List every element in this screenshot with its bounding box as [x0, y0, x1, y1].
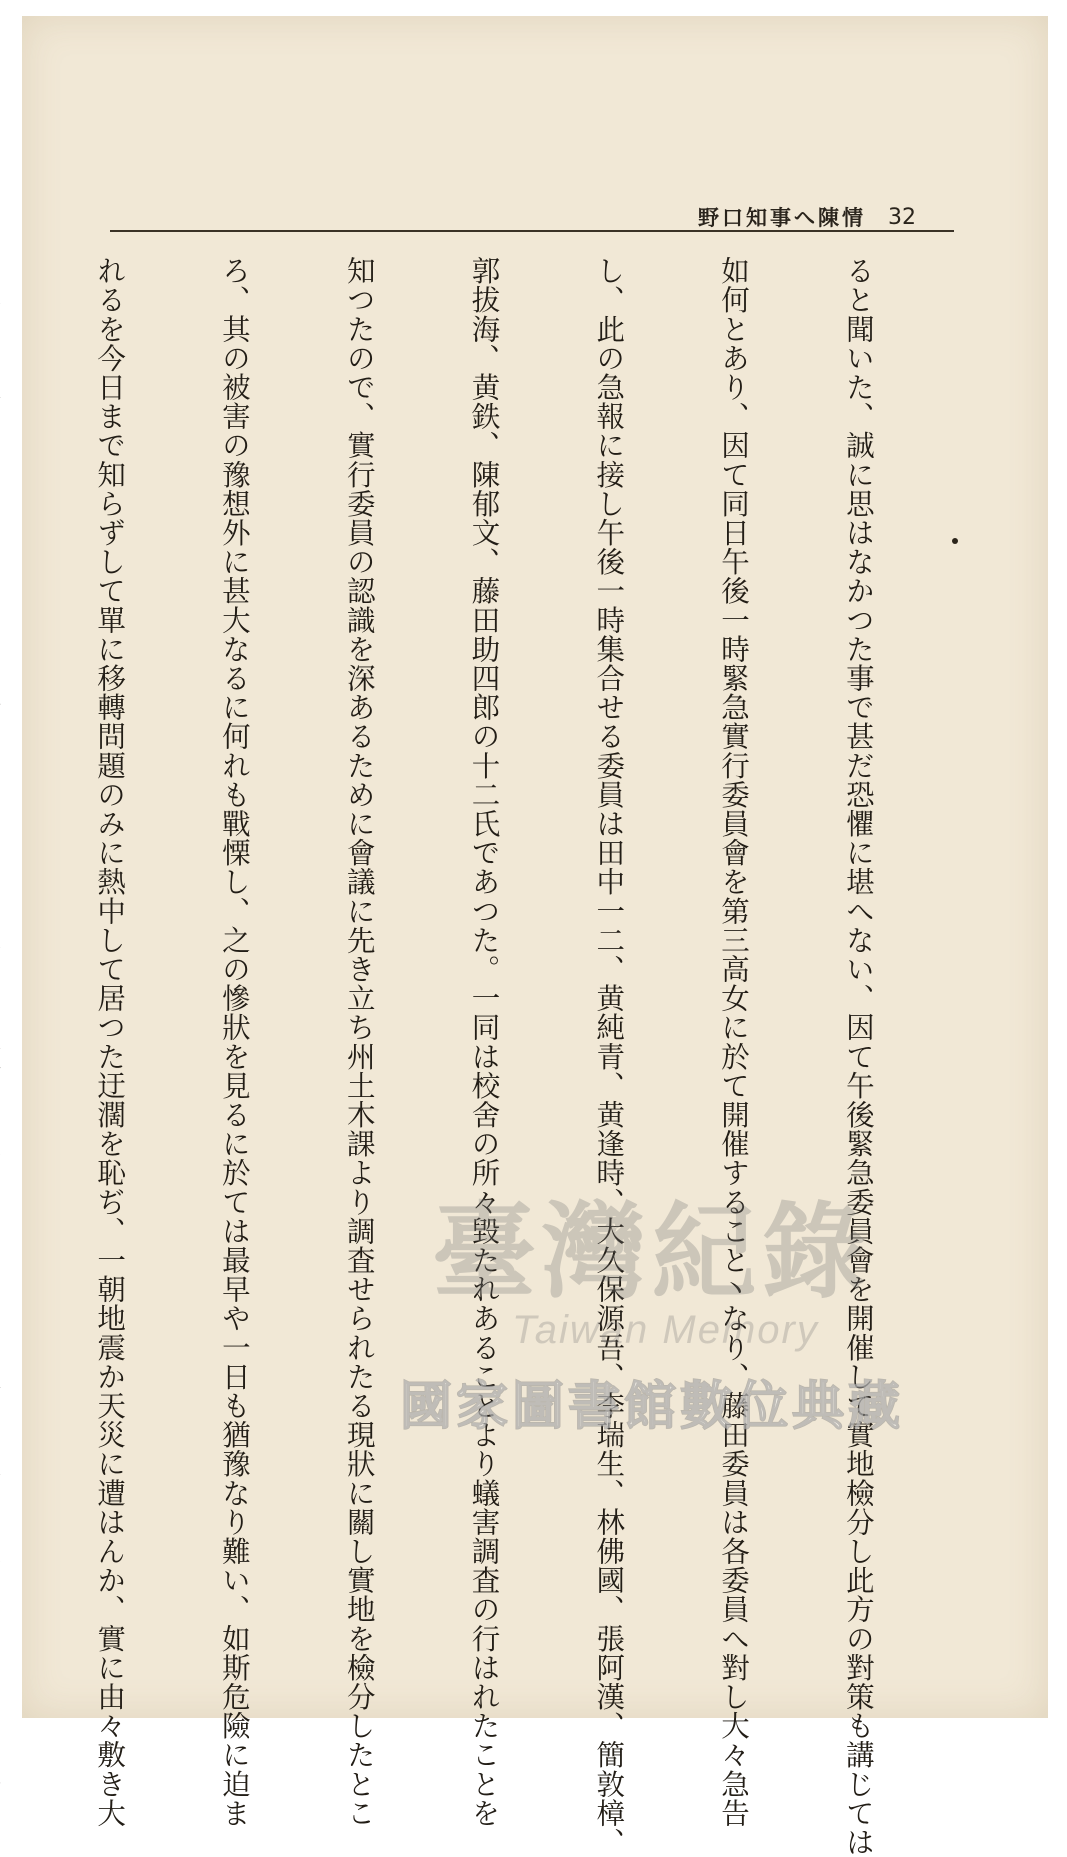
ink-speck [952, 538, 958, 544]
text-column: ると聞いた、誠に思はなかつた事で甚だ恐懼に堪へない、因て午後緊急委員會を開催して實地檢分し此方の對策も講じては [841, 256, 875, 1857]
text-column: ろ、其の被害の豫想外に甚大なるに何れも戰慄し、之の慘狀を見るに於ては最早や一日も猶豫なり難い、如斯危險に迫ま [217, 256, 251, 1828]
running-head [698, 202, 916, 232]
text-column: 郭拔海、黄鉄、陳郁文、藤田助四郎の十二氏であつた。一同は校舍の所々毀たれあることより蟻害調査の行はれたことを [467, 256, 501, 1828]
text-column: れるを今日まで知らずして單に移轉問題のみに熱中して居つた迂濶を恥ぢ、一朝地震か天災に遭はんか、實に由々敷き大 [93, 256, 127, 1828]
book-page [22, 16, 1048, 1857]
running-head-title: 野口知事へ陳情 [698, 206, 866, 230]
body-text [93, 256, 962, 1857]
watermark-main: 臺灣紀錄 [432, 1190, 873, 1313]
text-column: 如何とあり、因て同日午後一時緊急實行委員會を第三高女に於て開催すること丶なり、藤田委員は各委員へ對し大々急告 [717, 256, 751, 1828]
watermark-sub: 國家圖書館數位典藏 [400, 1377, 905, 1437]
watermark-latin: Taiwan Memory [512, 1308, 819, 1352]
text-column: 知つたので、實行委員の認識を深あるために會議に先き立ち州土木課より調査せられたる現狀に關し實地を檢分したとこ [342, 256, 376, 1828]
header-rule [110, 230, 954, 232]
text-column [0, 256, 5, 1626]
text-column: し、此の急報に接し午後一時集合せる委員は田中一二、黄純青、黄逢時、大久保源吾、李瑞生、林佛國、張阿漢、簡敦樟、 [592, 256, 626, 1857]
page-number: 32 [888, 204, 916, 230]
